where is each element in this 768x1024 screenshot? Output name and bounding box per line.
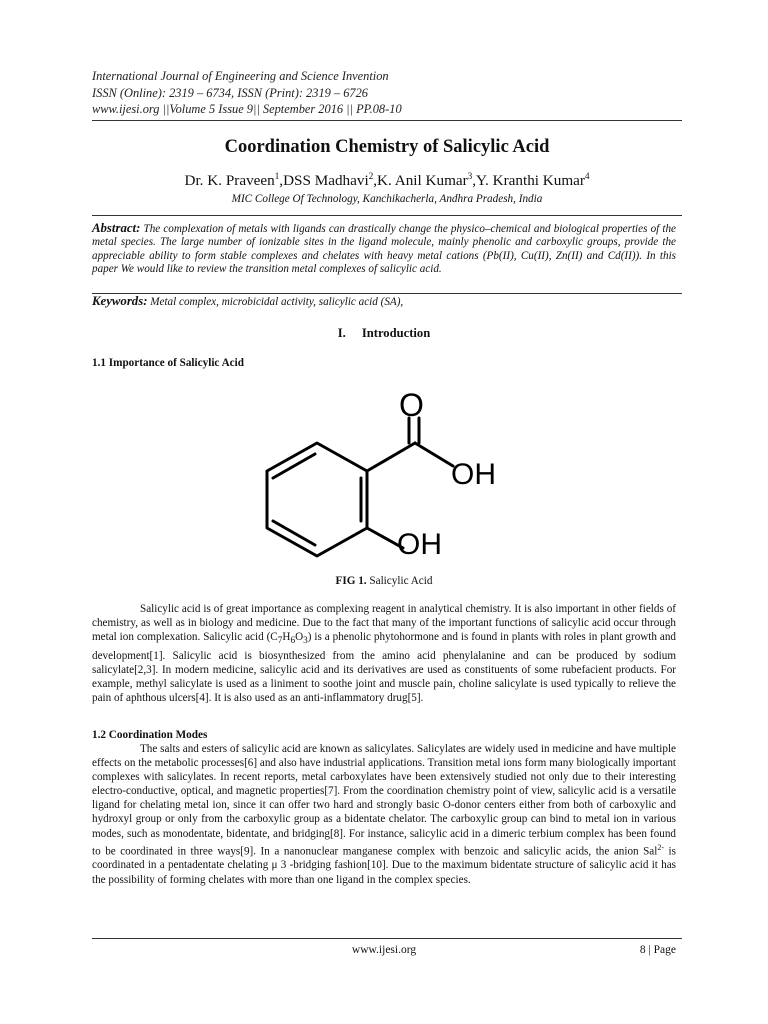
phenol-hydroxyl-label: OH <box>397 528 442 561</box>
ring-double-bond <box>273 454 315 478</box>
author-sup: 3 <box>467 171 473 181</box>
subsection-heading-1-2: 1.2 Coordination Modes <box>92 729 208 741</box>
salicylic-acid-structure <box>245 388 525 563</box>
journal-header <box>92 68 682 118</box>
section-title: Introduction <box>361 326 431 340</box>
author-name: ,Y. Kranthi Kumar <box>472 172 585 190</box>
hydroxyl-bond <box>415 443 453 466</box>
caption-text: Salicylic Acid <box>366 575 433 587</box>
subscript: 3 <box>303 636 308 647</box>
figure-caption <box>92 575 676 587</box>
journal-issn: ISSN (Online): 2319 – 6734, ISSN (Print): 2319 – 6726 <box>92 85 369 100</box>
author-sup: 4 <box>584 171 590 181</box>
benzene-ring <box>267 443 367 556</box>
text-run: Salicylic acid is of great importance as complexing reagent in analytical chemistry. It is also important in other fields of chemistry, as well as in biology and medicine. Due to the fact that many of the important functions of salicylic acid occur through metal ion complexation. Salicylic acid (C <box>92 603 676 644</box>
text-run: The salts and esters of salicylic acid are known as salicylates. Salicylates are widely used in medicine and have multiple effects on the metabolic processes[6] and also have industrial applications. Transition metal ions form many biologically important complexes with salicylates. In recent reports, metal carboxylates have been extensively studied not only due to their interesting electro-conductive, optical, and magnetic properties[7]. From the coordination chemistry point of view, salicylic acid is a versatile ligand for chelating metal ion, since it can offer two hard and strongly basic O-donor centers either from both of carboxylic and hydroxyl group or only from the carboxylic group as a bidentate chelator. The carboxylic group can bind to metal ion in various modes, such as monodentate, bidentate, and bridging[8]. For instance, salicylic acid in a dimeric terbium complex has been found to be coordinated in three ways[9]. In a nanonuclear manganese complex with benzoic and salicylic acids, the anion Sal <box>92 743 676 858</box>
ring-double-bond <box>273 521 315 545</box>
section-heading <box>92 326 676 341</box>
oxygen-label: O <box>399 388 424 423</box>
subsection-heading-1-1: 1.1 Importance of Salicylic Acid <box>92 357 244 369</box>
paragraph-importance <box>92 602 676 705</box>
superscript: 2- <box>657 842 665 852</box>
text-run: H <box>282 631 291 644</box>
header-rule <box>92 120 682 121</box>
caption-label: FIG 1. <box>335 575 367 587</box>
paragraph-text <box>92 742 676 887</box>
author-sup: 1 <box>274 171 280 181</box>
subscript: 7 <box>277 636 283 647</box>
keywords-text: Metal complex, microbicidal activity, salicylic acid (SA), <box>147 296 404 308</box>
paragraph-text <box>92 602 676 705</box>
abstract-text: The complexation of metals with ligands can drastically change the physico–chemical and biological properties of the metal species. The large number of ionizable sites in the ligand molecule, mainly phenolic and carboxylic groups, provide the appreciable ability to form stable complexes and chelates with heavy metal cations (Pb(II), Cu(II), Zn(II) and Cd(II)). In this paper We would like to review the transition metal complexes of salicylic acid. <box>92 223 676 276</box>
keywords <box>92 294 676 309</box>
author-sup: 2 <box>368 171 374 181</box>
footer-rule <box>92 938 682 939</box>
page-number: 8 | Page <box>639 944 676 956</box>
section-number: I. <box>337 326 346 340</box>
journal-name: International Journal of Engineering and Science Invention <box>92 69 389 83</box>
hydroxyl-label: OH <box>451 458 496 491</box>
keywords-label: Keywords: <box>92 294 148 308</box>
paragraph-coordination <box>92 742 676 887</box>
journal-volume: www.ijesi.org ||Volume 5 Issue 9|| September 2016 || PP.08-10 <box>92 102 402 117</box>
author-list <box>92 171 682 190</box>
subscript: 6 <box>290 636 296 647</box>
affiliation: MIC College Of Technology, Kanchikacherla, Andhra Pradesh, India <box>231 193 543 205</box>
footer-url: www.ijesi.org <box>351 944 417 956</box>
text-run: is coordinated in a pentadentate chelating μ 3 -bridging fashion[10]. Due to the maximum bidentate structure of salicylic acid it has the possibility of forming chelates with more than one ligand in the complex species. <box>92 845 676 886</box>
abstract <box>92 222 676 277</box>
text-run: O <box>295 631 304 644</box>
ring-carboxyl-bond <box>367 443 415 471</box>
text-run: ) is a phenolic phytohormone and is found in plants with roles in plant growth and development[1]. Salicylic acid is biosynthesized from the amino acid phenylalanine and can be produced by sodium salicylate[2,3]. In modern medicine, salicylic acid and its derivatives are used as constituents of some rubefacient products. For example, methyl salicylate is used as a liniment to soothe joint and muscle pain, choline salicylate is used typically to relieve the pain of aphthous ulcers[4]. It is also used as an anti-inflammatory drug[5]. <box>92 631 676 704</box>
author-name: ,DSS Madhavi <box>279 172 369 190</box>
author-name: ,K. Anil Kumar <box>373 172 468 190</box>
abstract-label: Abstract: <box>92 221 141 235</box>
author-name: Dr. K. Praveen <box>184 172 275 190</box>
abstract-rule-top <box>92 215 682 216</box>
paper-title: Coordination Chemistry of Salicylic Acid <box>224 137 550 157</box>
